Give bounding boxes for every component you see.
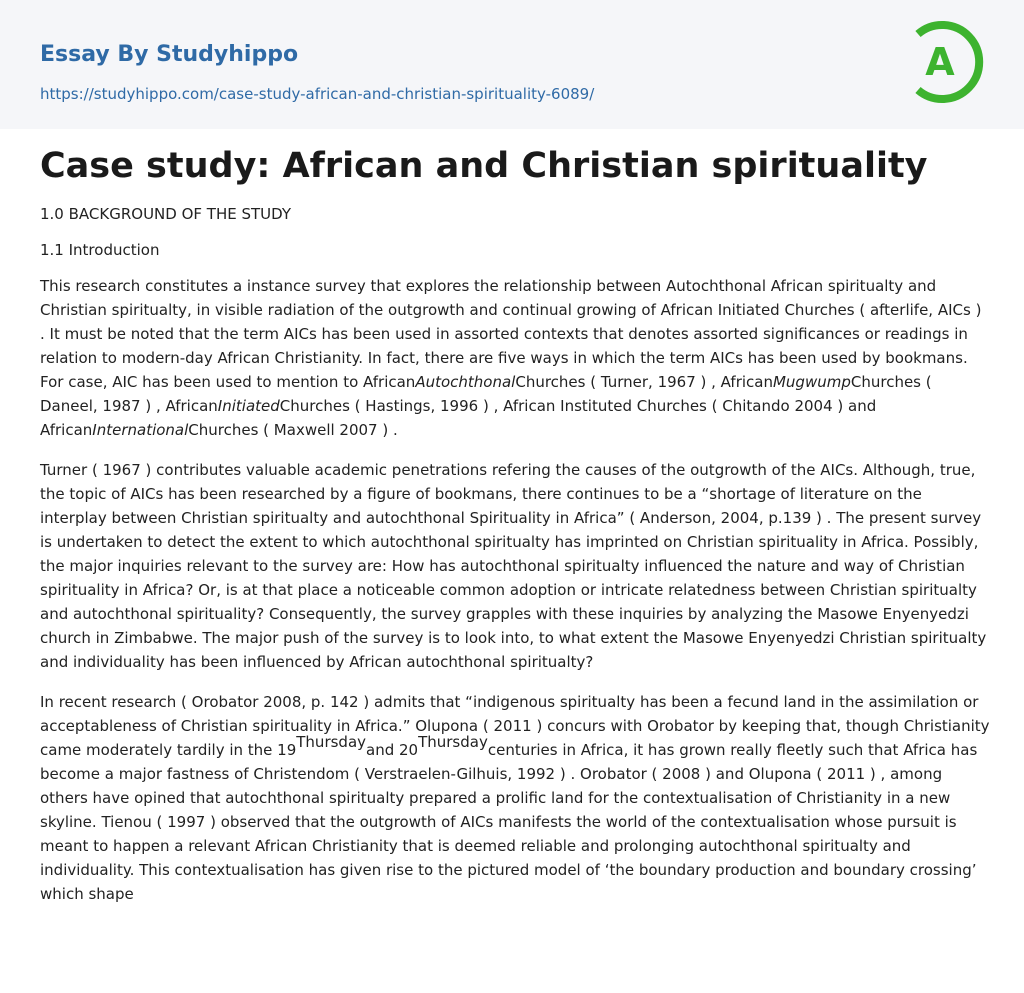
p3-text-a: In recent research ( Orobator 2008, p. 142 ) admits that “indigenous spiritualty has been a fecund land in the assimilation or acceptableness of Christian spirituality in Africa.” Olupona ( 2011 ) concurs with Orobator by keeping that, though Christianity came moderately tardily in the 19 bbox=[40, 693, 990, 759]
p1-text-d: Churches ( Hastings, 1996 ) , African Instituted Churches ( Chitando 2004 ) and African bbox=[40, 397, 877, 439]
p1-text-c: Churches ( Daneel, 1987 ) , African bbox=[40, 373, 932, 415]
paragraph-1 bbox=[40, 274, 990, 442]
essay-body bbox=[40, 202, 990, 922]
logo-letter: A bbox=[925, 40, 955, 84]
page-url-link[interactable]: https://studyhippo.com/case-study-african-and-christian-spirituality-6089/ bbox=[40, 85, 595, 103]
subsection-heading: 1.1 Introduction bbox=[40, 241, 160, 259]
page-title: Case study: African and Christian spirituality bbox=[40, 146, 928, 186]
p1-italic-2: Mugwump bbox=[772, 373, 851, 391]
p1-text-a: This research constitutes a instance survey that explores the relationship between Autochthonal African spiritualty and Christian spiritualty, in visible radiation of the outgrowth and continual growing of African Initiated Churches ( afterlife, AICs ) . It must be noted that the term AICs has been used in assorted contexts that denotes assorted significances or readings in relation to modern-day African Christianity. In fact, there are five ways in which the term AICs has been used by bookmans. For case, AIC has been used to mention to African bbox=[40, 277, 982, 391]
p3-superscript-1: Thursday bbox=[296, 733, 367, 751]
paragraph-2: Turner ( 1967 ) contributes valuable academic penetrations refering the causes of the outgrowth of the AICs. Although, true, the topic of AICs has been researched by a figure of bookmans, there continues to be a “shortage of literature on the interplay between Christian spiritualty and autochthonal Spirituality in Africa” ( Anderson, 2004, p.139 ) . The present survey is undertaken to detect the extent to which autochthonal spiritualty has imprinted on Christian spirituality in Africa. Possibly, the major inquiries relevant to the survey are: How has autochthonal spiritualty influenced the nature and way of Christian spirituality in Africa? Or, is at that place a noticeable common adoption or intricate relatedness between Christian spiritualty and autochthonal spirituality? Consequently, the survey grapples with these inquiries by analyzing the Masowe Enyenyedzi church in Zimbabwe. The major push of the survey is to look into, to what extent the Masowe Enyenyedzi Christian spiritualty and individuality has been influenced by African autochthonal spiritualty? bbox=[40, 461, 987, 671]
p3-text-c: centuries in Africa, it has grown really fleetly such that Africa has become a major fastness of Christendom ( Verstraelen-Gilhuis, 1992 ) . Orobator ( 2008 ) and Olupona ( 2011 ) , among others have opined that autochthonal spiritualty prepared a prolific land for the contextualisation of Christianity in a new skyline. Tienou ( 1997 ) observed that the outgrowth of AICs manifests the world of the contextualisation whose pursuit is meant to happen a relevant African Christianity that is deemed reliable and prolonging autochthonal spiritualty and individuality. This contextualisation has given rise to the pictured model of ‘the boundary production and boundary crossing’ which shape bbox=[40, 741, 978, 903]
p3-superscript-2: Thursday bbox=[418, 733, 488, 751]
paragraph-3 bbox=[40, 690, 990, 906]
p1-text-b: Churches ( Turner, 1967 ) , African bbox=[515, 373, 773, 391]
p1-text-e: Churches ( Maxwell 2007 ) . bbox=[188, 421, 398, 439]
section-heading: 1.0 BACKGROUND OF THE STUDY bbox=[40, 205, 292, 223]
p1-italic-4: International bbox=[92, 421, 189, 439]
p1-italic-1: Autochthonal bbox=[415, 373, 516, 391]
p1-italic-3: Initiated bbox=[217, 397, 280, 415]
site-title[interactable]: Essay By Studyhippo bbox=[40, 42, 299, 67]
p3-text-b: and 20 bbox=[366, 741, 419, 759]
